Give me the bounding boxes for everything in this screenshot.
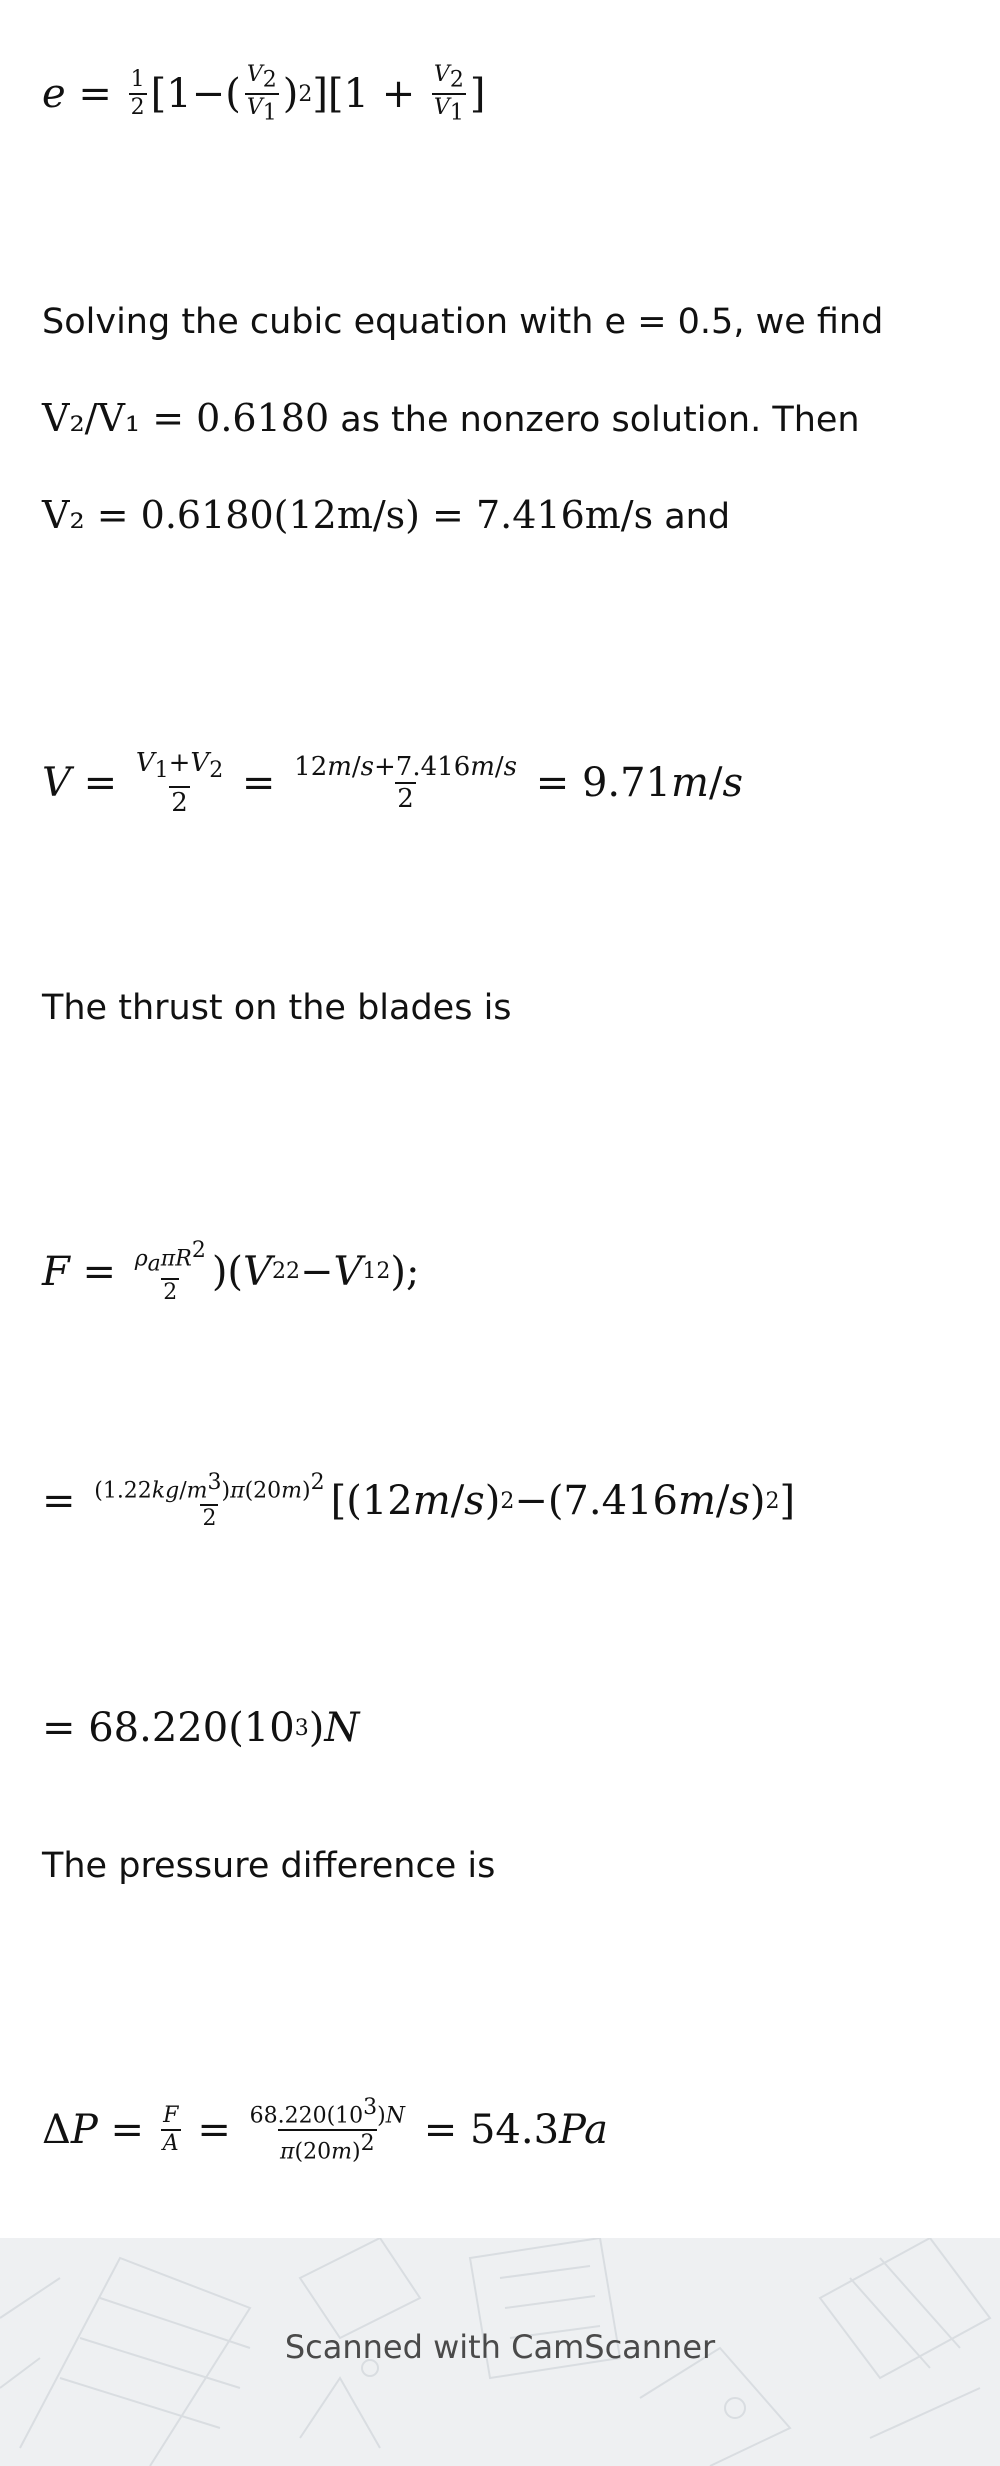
paragraph-line-2 xyxy=(42,396,860,440)
inline-text: as the nonzero solution. Then xyxy=(329,400,860,440)
pressure-intro: The pressure difference is xyxy=(42,1846,496,1886)
equation-pressure: Δ P = $\frac{F}{A}$ = $\frac{68.220(10^3)N}{\pi(20m)^2}$ = 54.3 Pa xyxy=(42,2095,608,2165)
equation-restitution: e = $\frac{1}{2}$ [1−( $\frac{V_2}{V_1}$ ) 2 ][1 + $\frac{V_2}{V_1}$ ] xyxy=(42,62,486,126)
equation-thrust-result: = 68.220(10 3 ) N xyxy=(42,1705,360,1751)
camscanner-footer xyxy=(0,2238,1000,2466)
equation-velocity: V = $\frac{V_1+V_2}{2}$ = $\frac{12m/s+7.416m/s}{2}$ = 9.71 m / s xyxy=(42,748,743,819)
inline-math-ratio: V₂/V₁ = 0.6180 xyxy=(42,396,330,440)
equation-thrust: F = $\frac{\rho_a\pi R^2}{2}$ )( V 2 2 − V 1 2 ); xyxy=(42,1238,420,1305)
equation-thrust-substitution: = $\frac{(1.22kg/m^3)\pi(20m)^2}{2}$ [(12 m / s ) 2 −(7.416 m / s ) 2 ] xyxy=(42,1470,796,1532)
footer-label: Scanned with CamScanner xyxy=(284,2328,716,2366)
paragraph-line-1: Solving the cubic equation with e = 0.5, we find xyxy=(42,302,884,342)
thrust-intro: The thrust on the blades is xyxy=(42,988,512,1028)
inline-math-v2: V₂ = 0.6180(12m/s) = 7.416m/s xyxy=(42,493,654,537)
paragraph-line-3 xyxy=(42,493,730,537)
inline-text: and xyxy=(653,497,731,537)
